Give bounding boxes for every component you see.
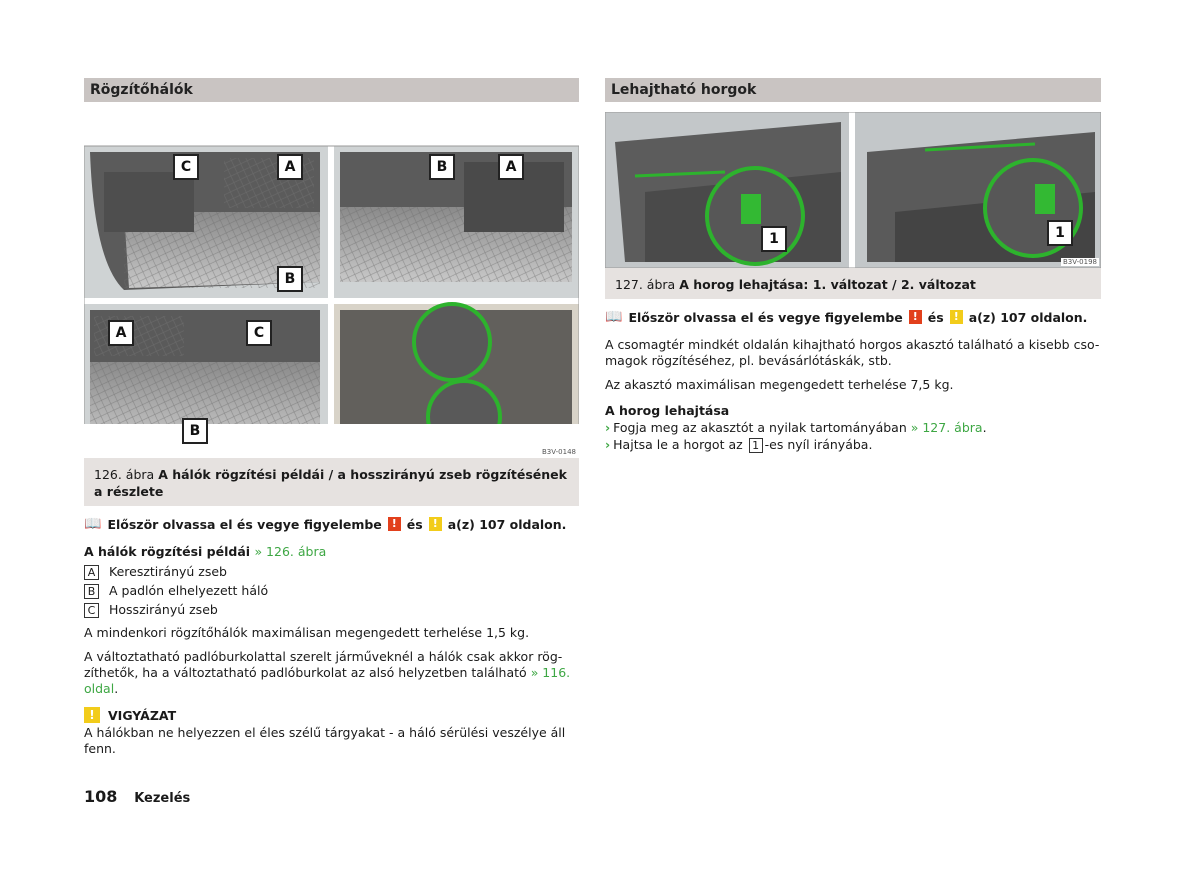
page-ref-link[interactable]: » 116. — [530, 665, 571, 680]
warning-heading — [84, 707, 579, 723]
warning-text-line1: A hálókban ne helyezzen el éles szélű tárgyakat - a háló sérülési veszélye áll — [84, 725, 566, 740]
list-item — [84, 562, 579, 581]
label-a: A — [108, 320, 134, 346]
caption-number: 126. ábra — [94, 467, 155, 482]
figure-caption — [84, 458, 579, 506]
floor-paragraph — [84, 649, 579, 697]
figure-code: B3V-0148 — [542, 448, 576, 456]
book-icon: 📖 — [84, 516, 102, 532]
read-note-mid: és — [406, 516, 423, 532]
read-note-pre: Először olvassa el és vegye figyelembe — [628, 309, 903, 325]
figure-ref-link[interactable]: » 127. ábra — [910, 420, 983, 435]
examples-heading-text: A hálók rögzítési példái — [84, 544, 251, 559]
warning-text — [84, 725, 579, 757]
item-text: A padlón elhelyezett háló — [109, 583, 269, 598]
read-note-mid: és — [927, 309, 944, 325]
label-c: C — [173, 154, 199, 180]
figure-caption — [605, 268, 1101, 299]
figure-127-image — [605, 112, 1101, 268]
label-1: 1 — [1047, 220, 1073, 246]
read-note — [605, 309, 1101, 325]
label-b: B — [182, 418, 208, 444]
key-label: 1 — [749, 438, 763, 453]
warning-icon: ! — [909, 310, 922, 324]
key-label: C — [84, 603, 99, 618]
caption-text: A hálók rögzítési példái / a hosszirányú zseb rögzítésének a részlete — [94, 467, 567, 499]
caution-icon: ! — [84, 707, 100, 723]
step-text: Fogja meg az akasztót a nyilak tartományában — [613, 420, 907, 435]
caution-icon: ! — [950, 310, 963, 324]
read-note — [84, 516, 579, 532]
label-b: B — [277, 266, 303, 292]
warning-icon: ! — [388, 517, 401, 531]
page-footer — [84, 787, 190, 806]
item-text: Keresztirányú zseb — [109, 564, 227, 579]
list-item — [84, 600, 579, 619]
page-ref-link-cont[interactable]: oldal — [84, 681, 115, 696]
page-number: 108 — [84, 787, 118, 806]
floor-paragraph-line1: A változtatható padlóburkolattal szerelt járműveknél a hálók csak akkor rög- — [84, 649, 563, 664]
hooks-paragraph-line1: A csomagtér mindkét oldalán kihajtható horgos akasztó található a kisebb cso- — [605, 337, 1100, 352]
warning-text-line2: fenn. — [84, 741, 116, 756]
section-title: Lehajtható horgok — [605, 78, 1101, 102]
section-title: Rögzítőhálók — [84, 78, 579, 102]
step-item — [605, 419, 1101, 436]
floor-paragraph-line2: zíthetők, ha a változtatható padlóburkolat az alsó helyzetben található — [84, 665, 527, 680]
caution-icon: ! — [429, 517, 442, 531]
examples-ref-link[interactable]: » 126. ábra — [254, 544, 327, 559]
left-column — [84, 78, 579, 757]
examples-heading — [84, 544, 579, 560]
book-icon: 📖 — [605, 309, 623, 325]
figure-code: B3V-0198 — [1063, 258, 1097, 266]
key-label: B — [84, 584, 99, 599]
step-text-end: -es nyíl irányába. — [764, 437, 873, 452]
figure-126 — [84, 112, 579, 456]
hooks-paragraph-line2: magok rögzítéséhez, pl. bevásárlótáskák, stb. — [605, 353, 892, 368]
right-column — [605, 78, 1101, 453]
step-text: Hajtsa le a horgot az — [613, 437, 743, 452]
label-a: A — [498, 154, 524, 180]
chevron-right-icon: › — [605, 420, 611, 435]
warning-title: VIGYÁZAT — [108, 707, 177, 723]
label-1: 1 — [761, 226, 787, 252]
hook-load-paragraph: Az akasztó maximálisan megengedett terhelése 7,5 kg. — [605, 377, 954, 392]
read-note-post: a(z) 107 oldalon. — [968, 309, 1088, 325]
item-text: Hosszirányú zseb — [109, 602, 218, 617]
read-note-pre: Először olvassa el és vegye figyelembe — [107, 516, 382, 532]
label-a: A — [277, 154, 303, 180]
key-label: A — [84, 565, 99, 580]
step-end: . — [982, 420, 987, 435]
step-item — [605, 436, 1101, 453]
steps-heading: A horog lehajtása — [605, 403, 730, 418]
load-paragraph: A mindenkori rögzítőhálók maximálisan megengedett terhelése 1,5 kg. — [84, 625, 530, 640]
chevron-right-icon: › — [605, 437, 611, 452]
figure-127 — [605, 112, 1101, 268]
examples-list — [84, 562, 579, 619]
label-c: C — [246, 320, 272, 346]
floor-paragraph-end: . — [114, 681, 119, 696]
hooks-paragraph — [605, 337, 1101, 369]
read-note-post: a(z) 107 oldalon. — [447, 516, 567, 532]
list-item — [84, 581, 579, 600]
label-b: B — [429, 154, 455, 180]
chapter-label: Kezelés — [134, 791, 191, 806]
caption-text: A horog lehajtása: 1. változat / 2. változat — [679, 277, 976, 292]
caption-number: 127. ábra — [615, 277, 676, 292]
